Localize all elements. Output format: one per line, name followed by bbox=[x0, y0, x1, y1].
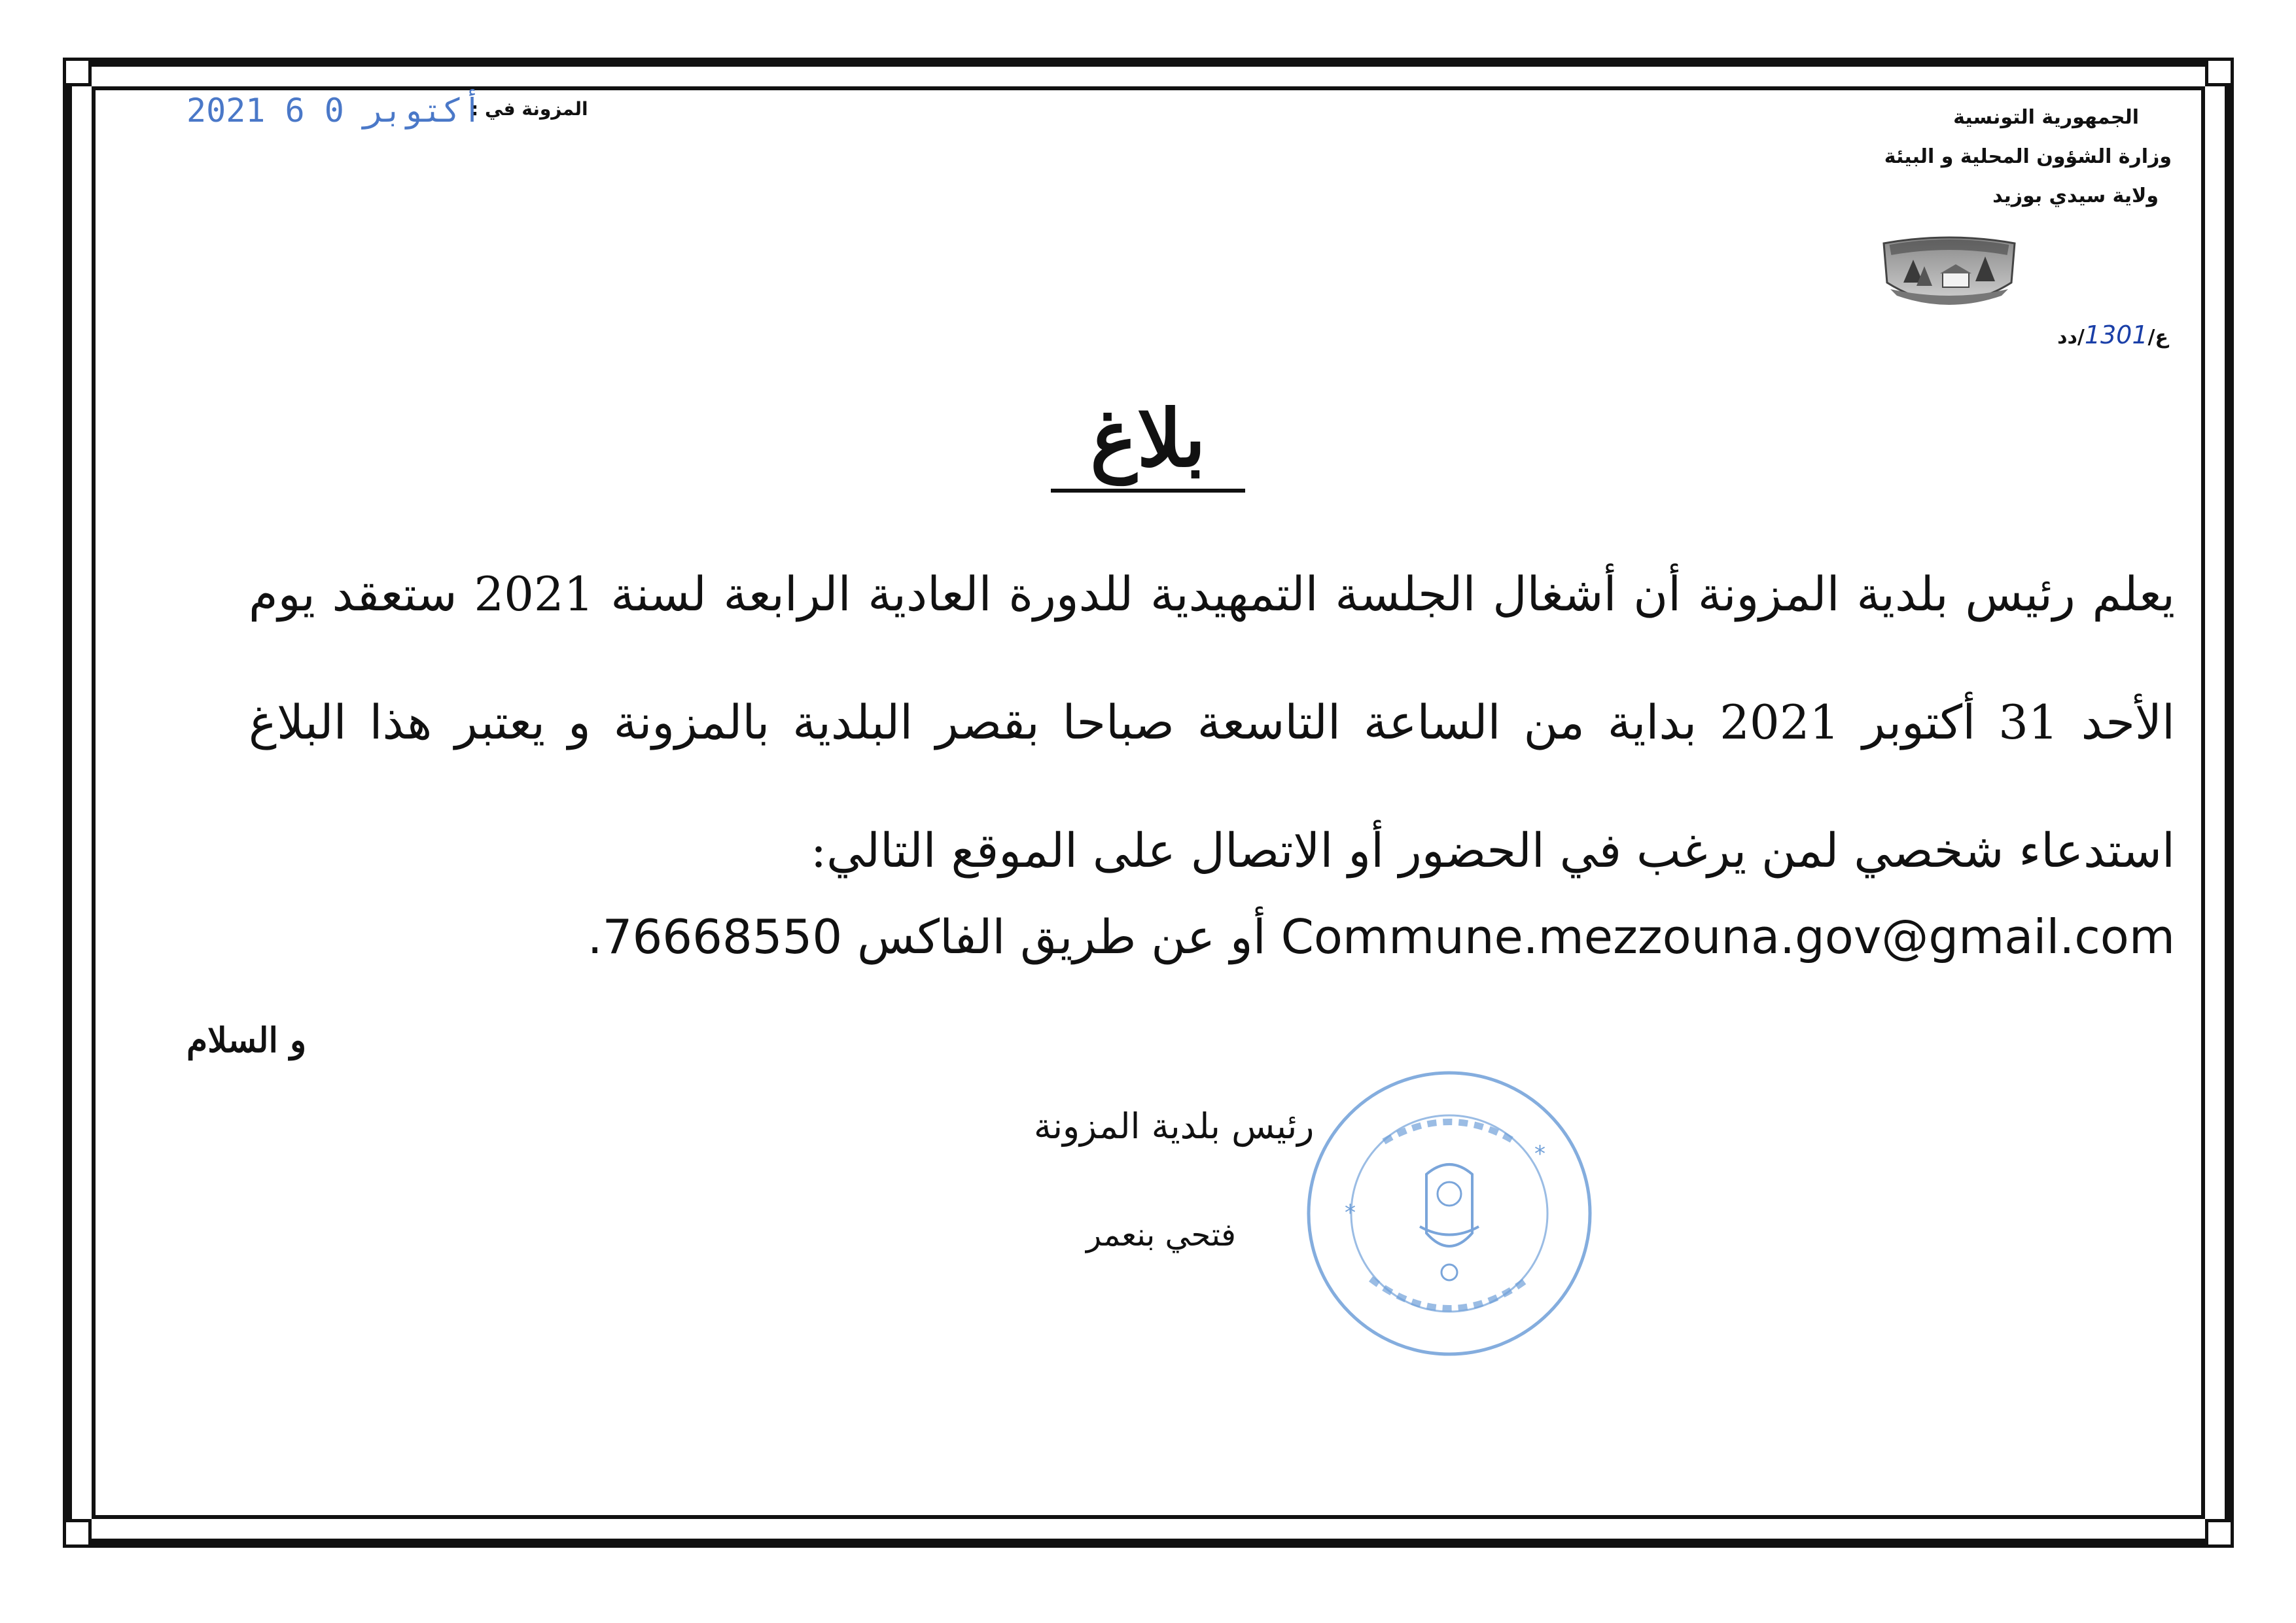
fax-text: أو عن طريق الفاكس bbox=[857, 909, 1266, 964]
signatory-title: رئيس بلدية المزونة bbox=[1034, 1106, 1315, 1147]
contact-line bbox=[582, 898, 2175, 976]
title-text: بلاغ bbox=[1051, 393, 1245, 493]
republic-name: الجمهورية التونسية bbox=[1953, 106, 2139, 129]
svg-text:*: * bbox=[1534, 1141, 1545, 1167]
closing-salutation: و السلام bbox=[186, 1021, 307, 1060]
reference-number bbox=[2057, 321, 2168, 349]
border-corner-top-right bbox=[2205, 58, 2234, 86]
border-corner-top-left bbox=[63, 58, 92, 86]
border-corner-bottom-right bbox=[2205, 1519, 2234, 1548]
notice-paragraph: يعلم رئيس بلدية المزونة أن أشغال الجلسة التمهيدية للدورة العادية الرابعة لسنة 2021 ستعقد يوم الأحد 31 أكتوبر 2021 بداية من الساعة التاسعة صباحا بقصر البلدية بالمزونة و يعتبر هذا البلاغ استدعاء شخصي لمن يرغب في الحضور أو الاتصال على الموقع التالي: bbox=[249, 567, 2175, 878]
letterhead bbox=[1805, 98, 2172, 216]
municipality-emblem-icon bbox=[1877, 230, 2021, 318]
contact-email: Commune.mezzouna.gov@gmail.com bbox=[1280, 909, 2175, 964]
reference-value: 1301 bbox=[2084, 321, 2148, 349]
dateline-place: المزونة في : bbox=[471, 98, 588, 120]
fax-number: 76668550. bbox=[587, 909, 843, 964]
reference-prefix: ع/ bbox=[2147, 326, 2168, 349]
governorate-name: ولاية سيدي بوزيد bbox=[1992, 184, 2159, 207]
official-seal-icon bbox=[1299, 1063, 1600, 1364]
reference-suffix: /دد bbox=[2057, 326, 2085, 349]
svg-text:*: * bbox=[1345, 1200, 1356, 1226]
ministry-name: وزارة الشؤون المحلية و البيئة bbox=[1884, 145, 2172, 168]
date-stamp: 2021 أكتوبر 0 6 bbox=[186, 92, 482, 130]
border-corner-bottom-left bbox=[63, 1519, 92, 1548]
document-title bbox=[0, 393, 2296, 493]
signatory-name: فتحي بنعمر bbox=[1086, 1217, 1236, 1253]
notice-body bbox=[249, 530, 2175, 915]
